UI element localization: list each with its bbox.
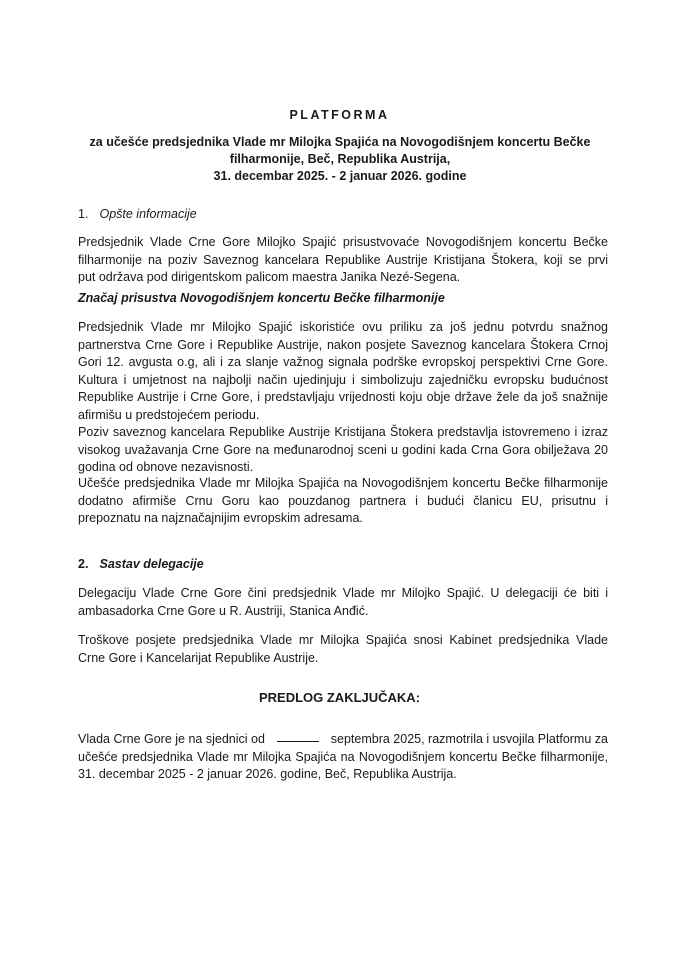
document-title: PLATFORMA xyxy=(289,108,390,122)
section2-number: 2. xyxy=(78,557,89,571)
text-line: visokog uvažavanja Crne Gore na međunarodnoj sceni u godini kada Crna Gora obilježava 20 xyxy=(78,442,608,457)
text-line: prepoznatu na najznačajnijim evropskim adresama. xyxy=(78,511,363,525)
text-line: Predsjednik Vlade mr Milojko Spajić iskoristiće ovu priliku za još jednu potvrdu snažnog xyxy=(78,320,608,334)
section2-paragraph-1 xyxy=(78,585,608,620)
section1-title: Opšte informacije xyxy=(99,207,197,221)
text-line: dodatno afirmiše Crnu Goru kao pouzdanog partnera i budući članicu EU, prisutnu i xyxy=(78,493,608,508)
significance-paragraph-2 xyxy=(78,424,608,477)
significance-heading: Značaj prisustva Novogodišnjem koncertu Bečke filharmonije xyxy=(78,291,445,305)
text-line: Učešće predsjednika Vlade mr Milojka Spajića na Novogodišnjem koncertu Bečke filharmonije xyxy=(78,476,608,490)
section2-paragraph-2 xyxy=(78,632,608,667)
text-line: put održava pod dirigentskom palicom maestra Janika Nezé-Segena. xyxy=(78,270,461,284)
text-line: Republike Austrije i Crne Gore, i predstavljaju vrijednosti koju obje države žele da još snažnije xyxy=(78,390,608,404)
section2-heading xyxy=(78,557,204,571)
text-line: Gori 12. avgusta o.g, ali i za slanje važnog signala podrške evropskoj perspektivi Crne Gore. xyxy=(78,355,608,369)
text-line: Kultura i umjetnost na najbolji način ujedinjuju i simbolizuju zajedničku evropsku budućnost xyxy=(78,372,608,387)
conclusion-paragraph xyxy=(78,731,608,784)
section1-number: 1. xyxy=(78,207,89,221)
text-line xyxy=(78,731,608,749)
text-line: Poziv saveznog kancelara Republike Austrije Kristijana Štokera predstavlja istovremeno i izraz xyxy=(78,425,608,439)
text-line: učešće predsjednika Vlade mr Milojka Spajića na Novogodišnjem koncertu Bečke filharmonije, xyxy=(78,749,608,764)
text-line: Predsjednik Vlade Crne Gore Milojko Spajić prisustvovaće Novogodišnjem koncertu Bečke xyxy=(78,235,608,249)
document-subtitle xyxy=(60,134,620,185)
text-line: partnerstva Crne Gore i Republike Austrije, nakon posjete Saveznog kancelara Štokera Crnoj xyxy=(78,337,608,352)
text-line: filharmonije na poziv Saveznog kancelara Republike Austrije Kristijana Štokera, koji se prvi xyxy=(78,252,608,267)
significance-paragraph-3 xyxy=(78,475,608,528)
text-line: afirmišu u predstojećem periodu. xyxy=(78,407,260,422)
significance-paragraph-1 xyxy=(78,319,608,424)
section1-paragraph xyxy=(78,234,608,287)
conclusion-heading: PREDLOG ZAKLJUČAKA: xyxy=(258,690,421,705)
conclusion-text-before: Vlada Crne Gore je na sjednici od xyxy=(78,732,265,746)
section1-heading xyxy=(78,207,197,221)
conclusion-text-after: septembra 2025, razmotrila i usvojila Platformu za xyxy=(330,732,608,746)
subtitle-line: 31. decembar 2025. - 2 januar 2026. godine xyxy=(213,169,467,183)
section2-title: Sastav delegacije xyxy=(99,557,204,571)
subtitle-line: za učešće predsjednika Vlade mr Milojka Spajića na Novogodišnjem koncertu Bečke xyxy=(89,135,591,149)
text-line: godina od obnove nezavisnosti. xyxy=(78,460,254,474)
text-line: ambasadorka Crne Gore u R. Austriji, Stanica Anđić. xyxy=(78,603,369,618)
text-line: Delegaciju Vlade Crne Gore čini predsjednik Vlade mr Milojko Spajić. U delegaciji će biti i xyxy=(78,586,608,600)
text-line: 31. decembar 2025 - 2 januar 2026. godine, Beč, Republika Austrija. xyxy=(78,767,457,781)
text-line: Crne Gore i Kancelarijat Republike Austrije. xyxy=(78,650,319,665)
subtitle-line: filharmonije, Beč, Republika Austrija, xyxy=(229,152,451,166)
date-blank xyxy=(277,731,319,742)
text-line: Troškove posjete predsjednika Vlade mr Milojka Spajića snosi Kabinet predsjednika Vlade xyxy=(78,633,608,647)
